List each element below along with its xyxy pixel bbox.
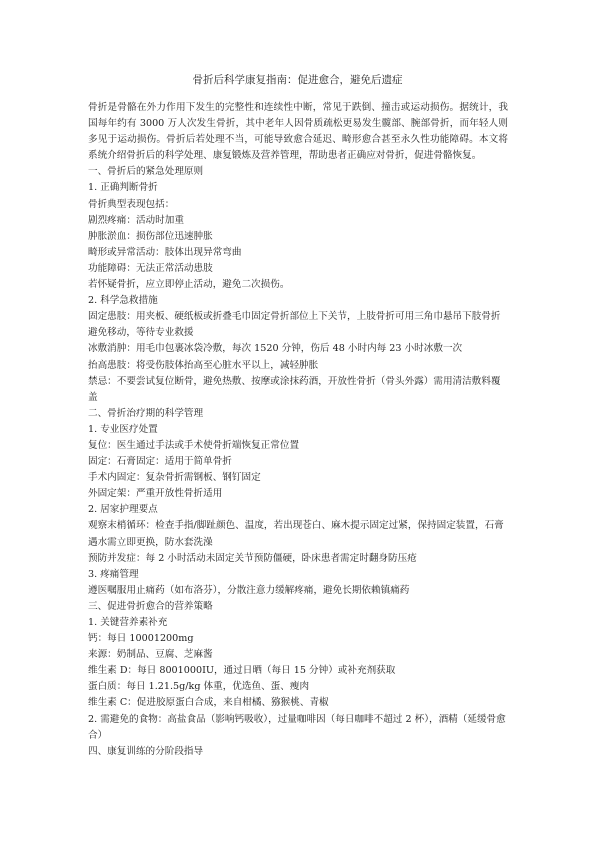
list-item: 固定患肢：用夹板、硬纸板或折叠毛巾固定骨折部位上下关节，上肢骨折可用三角巾悬吊下肢骨折避免移动，等待专业救援	[88, 311, 501, 339]
list-item: 剧烈疼痛：活动时加重	[88, 214, 184, 226]
list-item: 复位：医生通过手法或手术使骨折端恢复正常位置	[88, 439, 300, 451]
document-body	[88, 100, 508, 760]
list-item: 固定：石膏固定：适用于简单骨折	[88, 456, 232, 468]
list-item: 钙：每日 10001200mg	[88, 633, 194, 645]
list-item: 2. 需避免的食物：高盐食品（影响钙吸收），过量咖啡因（每日咖啡不超过 2 杯），酒精（延缓骨愈合）	[88, 713, 506, 741]
list-item: 预防并发症：每 2 小时活动未固定关节预防僵硬，卧床患者需定时翻身防压疮	[88, 552, 417, 564]
subsection-heading: 1. 专业医疗处置	[88, 423, 158, 435]
subsection-heading: 3. 疼痛管理	[88, 568, 139, 580]
list-item: 畸形或异常活动：肢体出现异常弯曲	[88, 246, 242, 258]
text-line: 骨折典型表现包括：	[88, 198, 175, 210]
document-title: 骨折后科学康复指南：促进愈合，避免后遗症	[192, 74, 403, 86]
section-heading: 一、骨折后的紧急处理原则	[88, 166, 204, 178]
list-item: 外固定架：严重开放性骨折适用	[88, 488, 223, 500]
list-item: 功能障碍：无法正常活动患肢	[88, 262, 213, 274]
section-heading: 四、康复训练的分阶段指导	[88, 745, 204, 757]
list-item: 抬高患肢：将受伤肢体抬高至心脏水平以上，减轻肿胀	[88, 359, 319, 371]
text-line: 若怀疑骨折，应立即停止活动，避免二次损伤。	[88, 279, 290, 291]
section-heading: 二、骨折治疗期的科学管理	[88, 407, 204, 419]
list-item: 手术内固定：复杂骨折需钢板、钢钉固定	[88, 472, 261, 484]
list-item: 维生素 D：每日 8001000IU，通过日晒（每日 15 分钟）或补充剂获取	[88, 665, 396, 677]
list-item: 观察末梢循环：检查手指/脚趾颜色、温度，若出现苍白、麻木提示固定过紧，保持固定装置，石膏遇水需立即更换，防水套洗澡	[88, 520, 504, 548]
subsection-heading: 2. 科学急救措施	[88, 295, 158, 307]
intro-paragraph: 骨折是骨骼在外力作用下发生的完整性和连续性中断，常见于跌倒、撞击或运动损伤。据统计，我国每年约有 3000 万人次发生骨折，其中老年人因骨质疏松更易发生髋部、腕部骨折，而年轻人则多见于运动损伤。骨折后若处理不当，可能导致愈合延迟、畸形愈合甚至永久性功能障碍。本文将系统介绍骨折后的科学处理、康复锻炼及营养管理，帮助患者正确应对骨折，促进骨骼恢复。	[88, 102, 508, 162]
list-item: 蛋白质：每日 1.21.5g/kg 体重，优选鱼、蛋、瘦肉	[88, 681, 310, 693]
list-item: 冰敷消肿：用毛巾包裹冰袋冷敷，每次 1520 分钟，伤后 48 小时内每 23 小时冰敷一次	[88, 343, 463, 355]
list-item: 维生素 C：促进胶原蛋白合成，来自柑橘、猕猴桃、青椒	[88, 697, 329, 709]
section-heading: 三、促进骨折愈合的营养策略	[88, 600, 213, 612]
subsection-heading: 1. 关键营养素补充	[88, 617, 168, 628]
list-item: 禁忌：不要尝试复位断骨，避免热敷、按摩或涂抹药酒，开放性骨折（骨头外露）需用清洁敷料覆盖	[88, 375, 501, 403]
list-item: 肿胀淤血：损伤部位迅速肿胀	[88, 230, 213, 242]
subsection-heading: 1. 正确判断骨折	[88, 182, 158, 194]
text-line: 遵医嘱服用止痛药（如布洛芬），分散注意力缓解疼痛，避免长期依赖镇痛药	[88, 584, 410, 596]
list-item: 来源：奶制品、豆腐、芝麻酱	[88, 649, 213, 661]
subsection-heading: 2. 居家护理要点	[88, 504, 158, 516]
